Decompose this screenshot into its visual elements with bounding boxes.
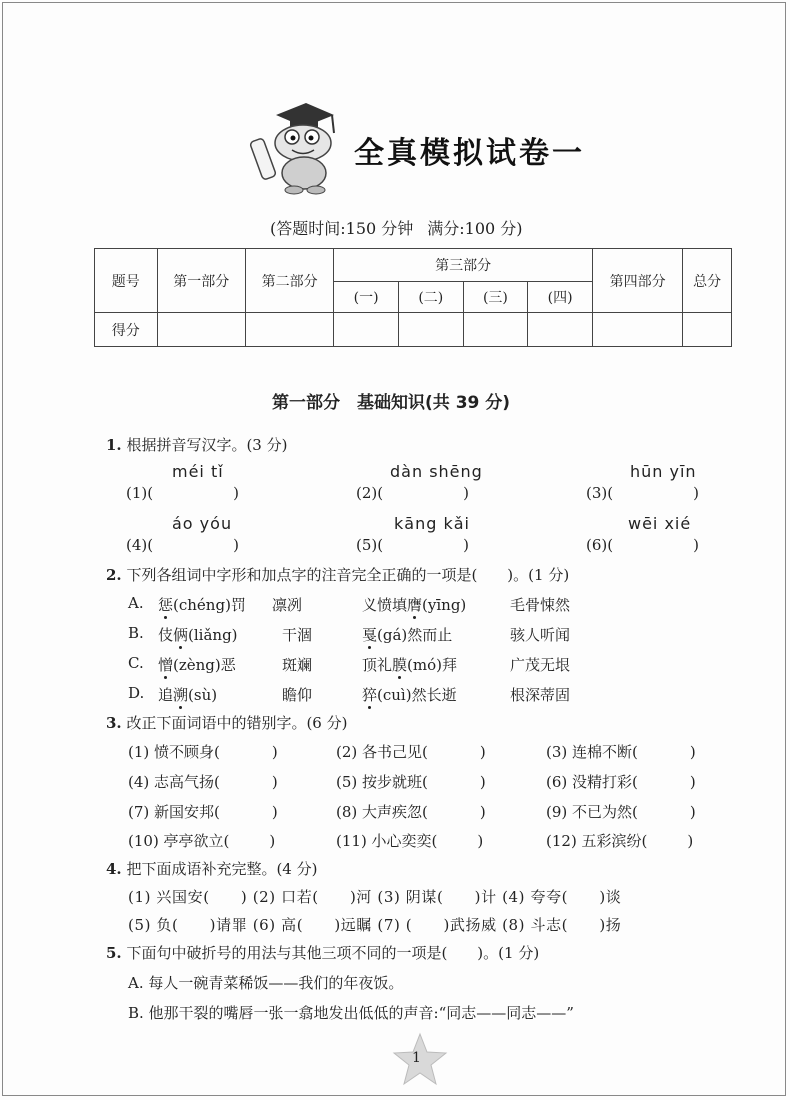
answer-blank-2[interactable] (356, 484, 469, 502)
option-word: 凛冽 (272, 596, 303, 614)
page-number: 1 (412, 1050, 421, 1066)
answer-blank-6[interactable] (586, 536, 699, 554)
correction-item[interactable] (336, 830, 483, 851)
word-part: (cuì)然长逝 (377, 686, 457, 704)
correction-item[interactable] (546, 771, 696, 792)
item-text: (4) 志高气扬( (128, 773, 220, 791)
row-header-score: 得分 (95, 313, 158, 347)
idiom-row-1[interactable]: (1) 兴国安( ) (2) 口若( )河 (3) 阴谋( )计 (4) 夸夸( )谈 (128, 888, 622, 906)
question-text: 根据拼音写汉字。(3 分) (126, 436, 288, 454)
dotted-char: 戛 (362, 626, 378, 644)
blank-close: ) (271, 743, 278, 761)
item-text: (8) 大声疾忽( (336, 803, 428, 821)
blank-close: ) (689, 803, 696, 821)
pinyin-4: áo yóu (172, 514, 233, 533)
blank-close: ) (693, 536, 699, 554)
blank-close: ) (463, 484, 469, 502)
correction-item[interactable] (336, 801, 486, 822)
blank-close: ) (233, 484, 239, 502)
pinyin-6: wēi xié (628, 514, 692, 533)
option-letter-c[interactable]: C. (128, 654, 144, 672)
item-text: (11) 小心奕奕( (336, 832, 438, 850)
blank-close: ) (693, 484, 699, 502)
option-word: 斑斓 (282, 656, 313, 674)
option-word: 根深蒂固 (510, 686, 571, 704)
option-word (158, 594, 246, 615)
pinyin-1: méi tǐ (172, 462, 224, 481)
question-number: 2. (106, 566, 122, 584)
pinyin-5: kāng kǎi (394, 514, 470, 533)
blank-close: ) (689, 743, 696, 761)
option-word (362, 684, 457, 705)
blank-close: ) (479, 743, 486, 761)
option-word (158, 684, 217, 705)
exam-title: 全真模拟试卷一 (354, 136, 585, 171)
blank-close: ) (271, 773, 278, 791)
question-number: 3. (106, 714, 122, 732)
blank-close: ) (687, 832, 694, 850)
blank-close: ) (463, 536, 469, 554)
correction-item[interactable] (128, 741, 278, 762)
correction-item[interactable] (336, 741, 486, 762)
question-number: 5. (106, 944, 122, 962)
section-heading: 第一部分 基础知识(共 39 分) (272, 393, 511, 413)
blank-label: (2)( (356, 484, 384, 502)
col-part3-sub: (四) (528, 282, 593, 313)
col-part1: 第一部分 (157, 249, 245, 313)
option-word: 广茂无垠 (510, 656, 571, 674)
item-text: (3) 连棉不断( (546, 743, 638, 761)
option-word (158, 654, 236, 675)
word-part: 顶礼 (362, 656, 393, 674)
dotted-char: 憎 (158, 656, 174, 674)
option-letter-d[interactable]: D. (128, 684, 145, 702)
item-text: (9) 不已为然( (546, 803, 638, 821)
word-part: 追 (158, 686, 174, 704)
blank-label: (4)( (126, 536, 154, 554)
option-word (362, 654, 457, 675)
col-part3-sub: (二) (398, 282, 463, 313)
col-part3-sub: (三) (463, 282, 528, 313)
blank-label: (5)( (356, 536, 384, 554)
word-part: 伎 (158, 626, 174, 644)
option-word: 骇人听闻 (510, 626, 571, 644)
dotted-char: 膜 (392, 656, 408, 674)
question-3 (106, 712, 347, 733)
pinyin-2: dàn shēng (390, 462, 483, 481)
question-1 (106, 434, 287, 455)
item-text: (5) 按步就班( (336, 773, 428, 791)
option-word (362, 624, 452, 645)
item-text: (7) 新国安邦( (128, 803, 220, 821)
score-cell-part3-4[interactable] (528, 313, 593, 347)
item-text: (1) 愤不顾身( (128, 743, 220, 761)
option-word: 瞻仰 (282, 686, 313, 704)
word-part: 义愤填 (362, 596, 408, 614)
blank-close: ) (269, 832, 276, 850)
option-a[interactable]: A. 每人一碗青菜稀饭——我们的年夜饭。 (128, 974, 404, 992)
item-text: (10) 亭亭欲立( (128, 832, 230, 850)
score-cell-part3-1[interactable] (334, 313, 399, 347)
blank-close: ) (479, 803, 486, 821)
full-score-label: 满分:100 分) (427, 219, 523, 238)
question-number: 4. (106, 860, 122, 878)
option-b[interactable]: B. 他那干裂的嘴唇一张一翕地发出低低的声音:“同志——同志——” (128, 1004, 574, 1022)
col-part4: 第四部分 (592, 249, 682, 313)
item-text: (2) 各书己见( (336, 743, 428, 761)
word-part: (sù) (188, 686, 218, 704)
item-text: (12) 五彩滨纷( (546, 832, 648, 850)
score-cell-part2[interactable] (245, 313, 333, 347)
question-2 (106, 564, 569, 585)
option-word: 干涸 (282, 626, 313, 644)
answer-blank-3[interactable] (586, 484, 699, 502)
correction-item[interactable] (128, 830, 275, 851)
question-5 (106, 942, 539, 963)
score-cell-total[interactable] (683, 313, 732, 347)
option-letter-b[interactable]: B. (128, 624, 144, 642)
frog-graduate-mascot-icon (246, 95, 346, 195)
question-text: 改正下面词语中的错别字。(6 分) (126, 714, 348, 732)
exam-time-info (270, 216, 523, 239)
idiom-row-2[interactable]: (5) 负( )请罪 (6) 高( )远瞩 (7) ( )武扬威 (8) 斗志( )扬 (128, 916, 622, 934)
word-part: (yīng) (422, 596, 467, 614)
word-part: (liǎng) (188, 626, 238, 644)
correction-item[interactable] (128, 801, 278, 822)
blank-close: ) (271, 803, 278, 821)
dotted-char: 俩 (173, 626, 189, 644)
blank-close: ) (233, 536, 239, 554)
correction-item[interactable] (336, 771, 486, 792)
item-text: (6) 没精打彩( (546, 773, 638, 791)
row-header-question: 题号 (95, 249, 158, 313)
time-label: (答题时间:150 分钟 (270, 219, 414, 238)
question-4 (106, 858, 317, 879)
score-cell-part3-2[interactable] (398, 313, 463, 347)
blank-close: ) (689, 773, 696, 791)
question-text: 把下面成语补充完整。(4 分) (126, 860, 318, 878)
correction-item[interactable] (546, 801, 696, 822)
option-letter-a[interactable]: A. (128, 594, 144, 612)
pinyin-3: hūn yīn (630, 462, 697, 481)
dotted-char: 溯 (173, 686, 189, 704)
score-cell-part1[interactable] (157, 313, 245, 347)
correction-item[interactable] (128, 771, 278, 792)
word-part: (mó)拜 (407, 656, 457, 674)
dotted-char: 膺 (407, 596, 423, 614)
blank-label: (3)( (586, 484, 614, 502)
option-word: 毛骨悚然 (510, 596, 571, 614)
col-part3: 第三部分 (334, 249, 593, 282)
correction-item[interactable] (546, 830, 693, 851)
score-cell-part4[interactable] (592, 313, 682, 347)
word-part: (chéng)罚 (173, 596, 246, 614)
dotted-char: 惩 (158, 596, 174, 614)
blank-close: ) (477, 832, 484, 850)
option-word (158, 624, 238, 645)
blank-label: (6)( (586, 536, 614, 554)
option-word (362, 594, 466, 615)
score-cell-part3-3[interactable] (463, 313, 528, 347)
blank-label: (1)( (126, 484, 154, 502)
word-part: (gá)然而止 (377, 626, 453, 644)
question-text: 下列各组词中字形和加点字的注音完全正确的一项是( )。(1 分) (126, 566, 570, 584)
word-part: (zèng)恶 (173, 656, 236, 674)
col-part2: 第二部分 (245, 249, 333, 313)
question-text: 下面句中破折号的用法与其他三项不同的一项是( )。(1 分) (126, 944, 540, 962)
correction-item[interactable] (546, 741, 696, 762)
blank-close: ) (479, 773, 486, 791)
col-part3-sub: (一) (334, 282, 399, 313)
answer-blank-1[interactable] (126, 484, 239, 502)
dotted-char: 猝 (362, 686, 378, 704)
question-number: 1. (106, 436, 122, 454)
score-table (94, 248, 732, 347)
answer-blank-5[interactable] (356, 536, 469, 554)
answer-blank-4[interactable] (126, 536, 239, 554)
col-total: 总分 (683, 249, 732, 313)
